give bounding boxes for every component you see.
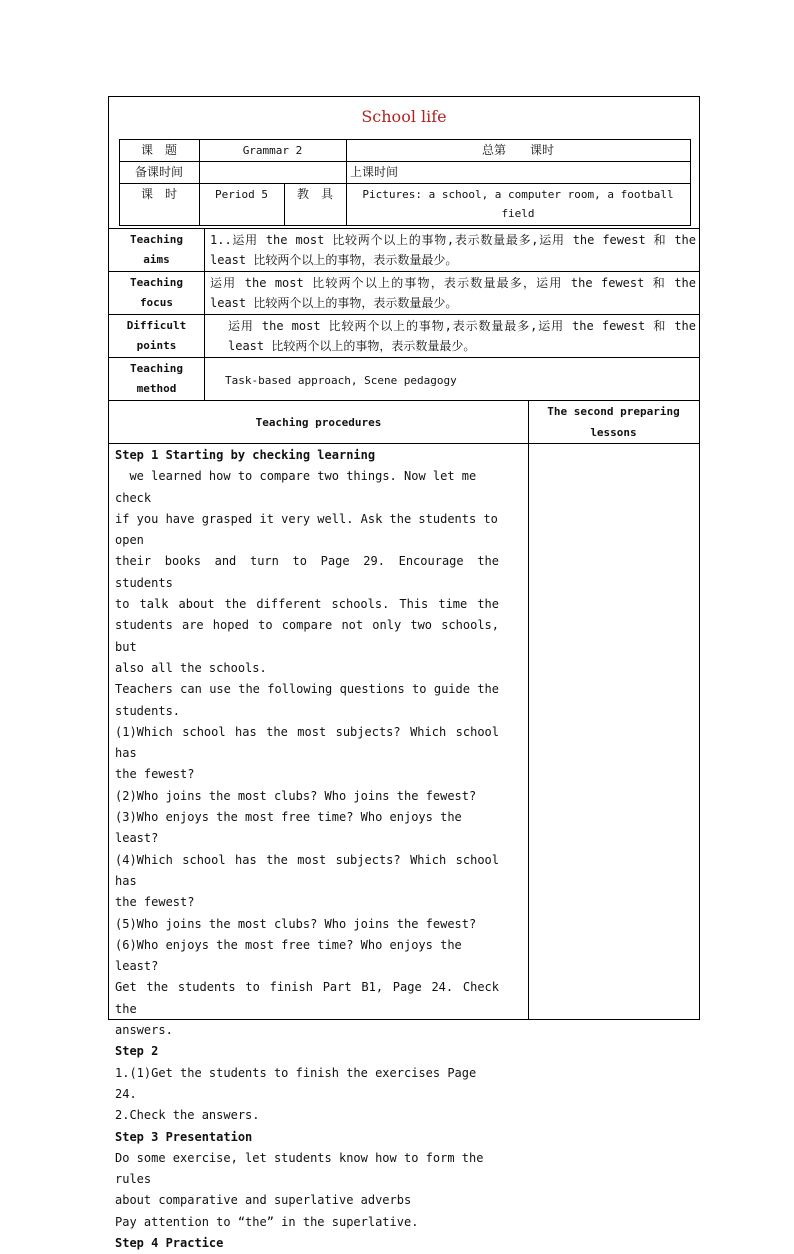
rule bbox=[528, 400, 529, 1020]
procedure-line: students are hoped to compare not only two schools, but bbox=[115, 618, 507, 654]
procedures-body bbox=[115, 445, 507, 1254]
total-periods-label: 总第 课时 bbox=[481, 143, 554, 157]
procedure-line: students. bbox=[115, 703, 181, 718]
rule bbox=[119, 225, 691, 226]
difficult-points-text: 运用 the most 比较两个以上的事物,表示数量最多,运用 the fewest 和 the least 比较两个以上的事物，表示数量最少。 bbox=[228, 319, 696, 353]
aids-label: 教 具 bbox=[296, 187, 333, 201]
procedure-line: if you have grasped it very well. Ask the students to open bbox=[115, 511, 506, 548]
period-label: 课 时 bbox=[140, 187, 177, 201]
procedure-step-heading: Step 2 bbox=[115, 1044, 159, 1059]
second-preparing-header: The second preparing lessons bbox=[547, 405, 680, 439]
procedure-line: (4)Which school has the most subjects? Which school has bbox=[115, 852, 507, 888]
aids-value bbox=[346, 185, 690, 223]
procedure-step-heading: Step 3 Presentation bbox=[115, 1129, 253, 1144]
procedure-line: about comparative and superlative adverbs bbox=[115, 1193, 412, 1208]
rule bbox=[109, 271, 699, 272]
procedure-line: we learned how to compare two things. Now let me check bbox=[115, 469, 484, 505]
procedures-header: Teaching procedures bbox=[255, 416, 382, 429]
rule bbox=[204, 228, 205, 400]
procedure-line: Do some exercise, let students know how to form the rules bbox=[115, 1150, 491, 1187]
page-title: School life bbox=[361, 107, 447, 126]
teaching-method-label: Teaching method bbox=[130, 362, 183, 395]
procedure-line: the fewest? bbox=[115, 767, 195, 782]
procedure-line: Pay attention to “the” in the superlative. bbox=[115, 1214, 419, 1229]
aids-line: field bbox=[501, 207, 535, 220]
lesson-plan-sheet bbox=[108, 96, 700, 1250]
procedure-line: the fewest? bbox=[115, 895, 195, 910]
difficult-points-label: Difficult points bbox=[126, 319, 187, 352]
teaching-aims-label: Teaching aims bbox=[130, 233, 183, 266]
rule bbox=[690, 139, 691, 225]
teaching-aims-text: 1..运用 the most 比较两个以上的事物,表示数量最多,运用 the fewest 和 the least 比较两个以上的事物，表示数量最少。 bbox=[210, 233, 696, 267]
topic-value: Grammar 2 bbox=[242, 144, 303, 157]
teaching-focus-label: Teaching focus bbox=[130, 276, 183, 309]
procedure-line: (2)Who joins the most clubs? Who joins the fewest? bbox=[115, 788, 477, 803]
procedure-line: Teachers can use the following questions to guide the bbox=[115, 682, 499, 697]
procedure-line: answers. bbox=[115, 1023, 173, 1038]
topic-label: 课 题 bbox=[140, 143, 177, 157]
rule bbox=[109, 228, 699, 229]
procedure-line: Get the students to finish Part B1, Page 24. Check the bbox=[115, 980, 507, 1016]
procedure-line: also all the schools. bbox=[115, 660, 267, 675]
procedure-line: 1.(1)Get the students to finish the exercises Page 24. bbox=[115, 1065, 484, 1101]
procedure-step-heading: Step 4 Practice bbox=[115, 1235, 224, 1250]
rule bbox=[109, 314, 699, 315]
procedure-line: (3)Who enjoys the most free time? Who enjoys the least? bbox=[115, 810, 470, 846]
period-value: Period 5 bbox=[215, 188, 268, 201]
teaching-method-text: Task-based approach, Scene pedagogy bbox=[225, 374, 457, 387]
procedure-line: (6)Who enjoys the most free time? Who enjoys the least? bbox=[115, 937, 470, 974]
procedure-line: to talk about the different schools. This time the bbox=[115, 597, 499, 612]
rule bbox=[109, 443, 699, 444]
aids-line: Pictures: a school, a computer room, a football bbox=[362, 188, 674, 201]
procedure-line: their books and turn to Page 29. Encourage the students bbox=[115, 554, 507, 590]
class-time-label: 上课时间 bbox=[350, 165, 399, 179]
procedure-line: (1)Which school has the most subjects? Which school has bbox=[115, 724, 507, 761]
procedure-step-heading: Step 1 Starting by checking learning bbox=[115, 448, 376, 462]
rule bbox=[109, 357, 699, 358]
teaching-focus-text: 运用 the most 比较两个以上的事物，表示数量最多，运用 the fewest 和 the least 比较两个以上的事物，表示数量最少。 bbox=[210, 276, 696, 310]
prep-time-label: 备课时间 bbox=[134, 165, 183, 179]
procedure-line: 2.Check the answers. bbox=[115, 1108, 260, 1123]
procedure-line: (5)Who joins the most clubs? Who joins the fewest? bbox=[115, 916, 477, 931]
